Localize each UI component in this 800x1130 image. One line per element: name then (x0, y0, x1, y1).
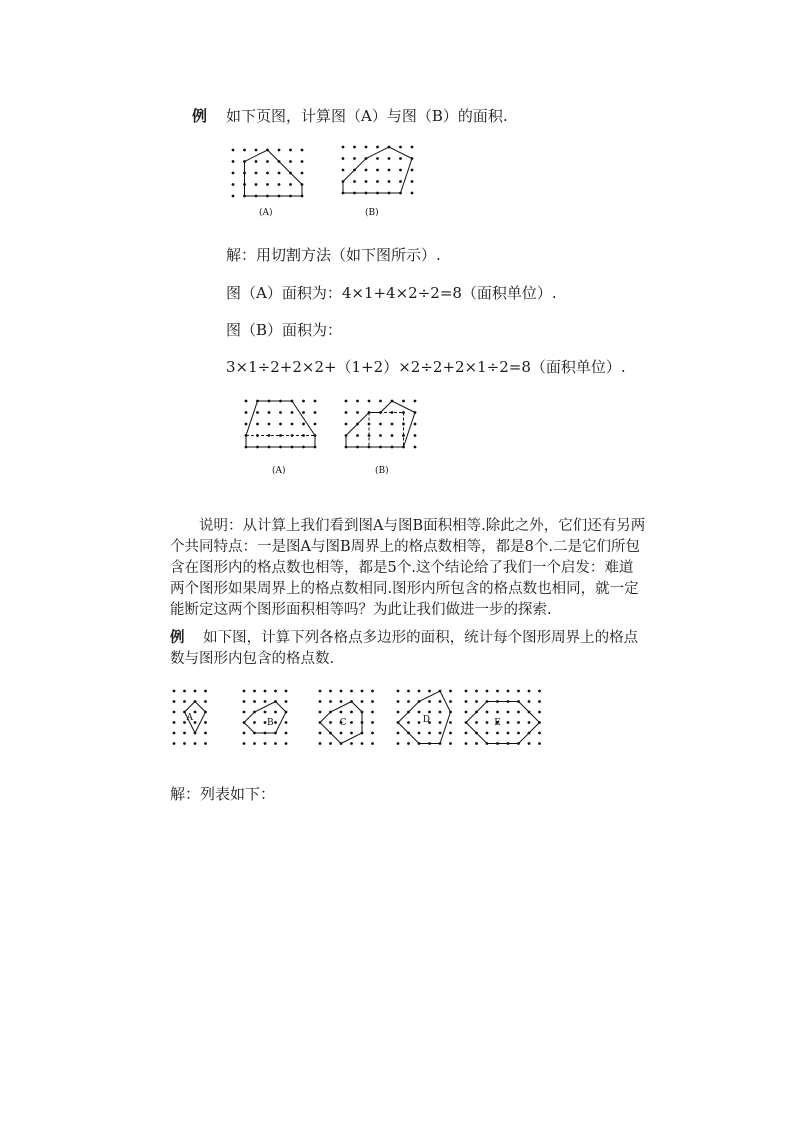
fig3-d-label: D (422, 714, 430, 725)
fig3-e-label: E (494, 718, 501, 728)
fig1a-grid-dot (243, 149, 246, 152)
fig3-b-polygon (244, 702, 286, 734)
fig3-d-grid-dot (418, 721, 421, 724)
fig3-c-grid-dot (350, 732, 353, 735)
fig3-b-label: B (266, 718, 274, 728)
fig2a-grid-dot (314, 423, 317, 426)
fig3-d-grid-dot (439, 732, 442, 735)
fig3-a-grid-dot (173, 700, 176, 703)
fig3-c-grid-dot (371, 742, 374, 745)
fig3-e-grid-dot (528, 721, 531, 724)
fig1a-grid-dot (289, 183, 292, 186)
fig3-b-grid-dot (285, 690, 288, 693)
fig2b-grid-dot (345, 411, 348, 414)
fig3-a-grid-dot (204, 732, 207, 735)
fig2b-grid-dot (356, 434, 359, 437)
fig3-c-grid-dot (329, 742, 332, 745)
fig3-c-grid-dot (319, 711, 322, 714)
fig3-a-grid-dot (173, 721, 176, 724)
fig2a-grid-dot (256, 423, 259, 426)
fig3-e-grid-dot (507, 690, 510, 693)
fig3-d-grid-dot (418, 732, 421, 735)
fig3-b-grid-dot (274, 711, 277, 714)
fig2b-grid-dot (414, 423, 417, 426)
fig3-b-grid-dot (285, 721, 288, 724)
fig3-e-grid-dot (517, 732, 520, 735)
fig2b-grid-dot (414, 446, 417, 449)
fig3-d-grid-dot (449, 700, 452, 703)
fig3-a-grid-dot (204, 690, 207, 693)
fig3-c-grid-dot (329, 721, 332, 724)
fig1b-grid-dot (411, 180, 414, 183)
fig1b-grid-dot (365, 146, 368, 149)
fig2a-grid-dot (279, 411, 282, 414)
example-2-solution: 解：列表如下： (170, 785, 276, 803)
fig3-b-grid-dot (243, 700, 246, 703)
fig2a-grid-dot (314, 411, 317, 414)
fig3-e-grid-dot (538, 700, 541, 703)
fig3-d-grid-dot (428, 700, 431, 703)
fig1a-grid-dot (301, 160, 304, 163)
fig1b-grid-dot (399, 180, 402, 183)
fig3-b-grid-dot (264, 742, 267, 745)
fig3-c-grid-dot (340, 690, 343, 693)
fig1b-grid-dot (376, 180, 379, 183)
fig3-e-grid-dot (496, 711, 499, 714)
fig3-c-grid-dot (371, 721, 374, 724)
fig3-e-grid-dot (517, 721, 520, 724)
fig3-b-grid-dot (274, 721, 277, 724)
fig3-e-grid-dot (475, 700, 478, 703)
fig3-a-grid-dot (183, 690, 186, 693)
fig3-d-grid-dot (449, 690, 452, 693)
example-1-label: 例 (192, 107, 208, 125)
fig3-e-grid-dot (538, 742, 541, 745)
fig3-b-grid-dot (264, 711, 267, 714)
fig3-b-grid-dot (274, 690, 277, 693)
fig3-b-grid-dot (253, 700, 256, 703)
fig1a-grid-dot (232, 172, 235, 175)
fig1a-grid-dot (278, 149, 281, 152)
fig2b-grid-dot (345, 423, 348, 426)
fig3-c-grid-dot (319, 700, 322, 703)
fig1a-grid-dot (266, 183, 269, 186)
fig3-e-grid-dot (486, 721, 489, 724)
fig3-a-grid-dot (183, 742, 186, 745)
fig3-e-grid-dot (465, 732, 468, 735)
example-2-label: 例 (170, 629, 185, 646)
fig3-a-grid-dot (183, 721, 186, 724)
fig3-a-grid-dot (173, 732, 176, 735)
fig3-d-grid-dot (439, 700, 442, 703)
fig2b-grid-dot (379, 423, 382, 426)
fig3-c-grid-dot (329, 700, 332, 703)
fig2a-grid-dot (256, 411, 259, 414)
fig1b-grid-dot (399, 157, 402, 160)
fig3-a-grid-dot (194, 711, 197, 714)
fig2b-grid-dot (356, 400, 359, 403)
fig3-c-grid-dot (371, 690, 374, 693)
fig1a-grid-dot (266, 160, 269, 163)
fig3-e-grid-dot (538, 711, 541, 714)
figure-3-polygons (172, 688, 572, 758)
fig3-e-grid-dot (507, 711, 510, 714)
fig1b-grid-dot (376, 169, 379, 172)
fig2a-grid-dot (279, 423, 282, 426)
fig2b-grid-dot (379, 400, 382, 403)
fig3-d-grid-dot (449, 732, 452, 735)
fig1b-grid-dot (342, 146, 345, 149)
fig3-c-grid-dot (361, 700, 364, 703)
fig3-c-grid-dot (340, 711, 343, 714)
figure-2a-caption: (A) (272, 466, 286, 476)
fig3-e-grid-dot (507, 721, 510, 724)
fig3-c-grid-dot (361, 742, 364, 745)
fig3-c-grid-dot (340, 700, 343, 703)
fig3-c-grid-dot (319, 690, 322, 693)
fig3-e-grid-dot (486, 690, 489, 693)
example-2-block (170, 627, 646, 670)
fig3-b-grid-dot (243, 690, 246, 693)
figure-2b-caption: (B) (375, 466, 389, 476)
fig1a-grid-dot (278, 172, 281, 175)
fig3-c-grid-dot (350, 690, 353, 693)
fig3-e-grid-dot (528, 700, 531, 703)
fig3-e-grid-dot (465, 711, 468, 714)
fig3-d-grid-dot (397, 711, 400, 714)
fig3-e-grid-dot (475, 721, 478, 724)
fig1a-grid-dot (255, 183, 258, 186)
example-2-question: 如下图，计算下列各格点多边形的面积，统计每个图形周界上的格点数与图形内包含的格点数. (170, 630, 639, 667)
figure-2-cut-grids (238, 393, 438, 483)
fig1a-grid-dot (266, 172, 269, 175)
fig3-d-grid-dot (407, 690, 410, 693)
fig3-d-grid-dot (428, 732, 431, 735)
fig1a-grid-dot (232, 149, 235, 152)
fig2a-grid-dot (302, 400, 305, 403)
fig3-a-grid-dot (173, 690, 176, 693)
explanation-paragraph: 说明：从计算上我们看到图A与图B面积相等.除此之外，它们还有另两个共同特点：一是图A与图B周界上的格点数相等，都是8个.二是它们所包含在图形内的格点数也相等，都是5个.这个结论给了我们一个启发：难道两个图形如果周界上的格点数相同.图形内所包含的格点数也相同，就一定能断定这两个图形面积相等吗？为此让我们做进一步的探索. (170, 518, 646, 618)
fig3-c-grid-dot (350, 721, 353, 724)
fig2a-grid-dot (245, 423, 248, 426)
fig1a-grid-dot (255, 160, 258, 163)
fig3-e-grid-dot (486, 711, 489, 714)
fig2b-grid-dot (379, 434, 382, 437)
fig3-c-grid-dot (319, 742, 322, 745)
fig3-c-grid-dot (340, 732, 343, 735)
fig3-b-grid-dot (243, 742, 246, 745)
fig1a-grid-dot (232, 160, 235, 163)
fig1b-grid-dot (365, 180, 368, 183)
fig3-c-grid-dot (371, 700, 374, 703)
fig3-d-grid-dot (428, 711, 431, 714)
example-1-question: 如下页图，计算图（A）与图（B）的面积. (226, 107, 508, 125)
fig3-d-grid-dot (449, 721, 452, 724)
fig3-c-grid-dot (371, 732, 374, 735)
fig3-a-grid-dot (204, 721, 207, 724)
fig3-e-grid-dot (517, 711, 520, 714)
fig3-b-grid-dot (274, 742, 277, 745)
fig1b-grid-dot (388, 180, 391, 183)
fig1b-grid-dot (399, 146, 402, 149)
fig2a-grid-dot (268, 423, 271, 426)
fig1a-grid-dot (232, 183, 235, 186)
fig3-a-grid-dot (194, 690, 197, 693)
fig3-b-grid-dot (264, 700, 267, 703)
fig3-c-grid-dot (350, 742, 353, 745)
fig1b-grid-dot (353, 180, 356, 183)
fig3-e-grid-dot (538, 732, 541, 735)
fig1b-grid-dot (411, 146, 414, 149)
fig1b-grid-dot (365, 169, 368, 172)
fig1b-grid-dot (411, 169, 414, 172)
fig3-d-grid-dot (397, 732, 400, 735)
fig2a-grid-dot (291, 411, 294, 414)
fig3-d-grid-dot (397, 690, 400, 693)
fig3-e-grid-dot (528, 690, 531, 693)
fig3-d-grid-dot (418, 711, 421, 714)
fig2a-grid-dot (314, 400, 317, 403)
fig3-e-grid-dot (517, 690, 520, 693)
fig2a-grid-dot (302, 423, 305, 426)
fig3-d-grid-dot (439, 721, 442, 724)
fig2b-grid-dot (368, 400, 371, 403)
fig3-e-grid-dot (465, 700, 468, 703)
fig3-a-grid-dot (204, 700, 207, 703)
fig2a-grid-dot (245, 411, 248, 414)
fig3-a-grid-dot (183, 700, 186, 703)
fig2b-grid-dot (402, 400, 405, 403)
fig1a-polygon (245, 150, 303, 196)
fig3-c-label: C (339, 718, 347, 728)
fig1a-grid-dot (232, 195, 235, 198)
area-b-title: 图（B）面积为： (226, 321, 343, 339)
fig3-d-grid-dot (449, 742, 452, 745)
fig3-b-grid-dot (243, 711, 246, 714)
fig3-a-grid-dot (183, 732, 186, 735)
fig3-b-grid-dot (253, 690, 256, 693)
fig1a-grid-dot (289, 160, 292, 163)
fig3-e-grid-dot (486, 732, 489, 735)
fig3-b-grid-dot (285, 700, 288, 703)
fig2b-grid-dot (345, 400, 348, 403)
fig3-d-grid-dot (407, 700, 410, 703)
fig1b-grid-dot (388, 157, 391, 160)
fig3-a-grid-dot (173, 711, 176, 714)
fig3-e-grid-dot (475, 690, 478, 693)
fig3-e-grid-dot (528, 742, 531, 745)
fig1b-grid-dot (411, 192, 414, 195)
fig1b-grid-dot (353, 157, 356, 160)
fig3-c-grid-dot (361, 690, 364, 693)
fig3-c-grid-dot (371, 711, 374, 714)
fig3-b-grid-dot (285, 732, 288, 735)
fig1a-grid-dot (301, 172, 304, 175)
fig1a-grid-dot (301, 149, 304, 152)
fig3-b-grid-dot (264, 690, 267, 693)
area-b-calculation: 3×1÷2+2×2+（1+2）×2÷2+2×1÷2=8（面积单位）. (226, 358, 626, 376)
fig2b-grid-dot (391, 434, 394, 437)
fig3-a-grid-dot (204, 742, 207, 745)
fig2a-grid-dot (302, 411, 305, 414)
fig3-e-grid-dot (538, 690, 541, 693)
fig1b-grid-dot (353, 146, 356, 149)
fig3-d-grid-dot (439, 711, 442, 714)
fig3-d-grid-dot (397, 742, 400, 745)
fig3-d-grid-dot (428, 690, 431, 693)
figure-1-grids (225, 140, 425, 230)
fig2a-grid-dot (245, 400, 248, 403)
fig1b-grid-dot (342, 169, 345, 172)
figure-1a-caption: (A) (259, 208, 273, 218)
fig1b-grid-dot (376, 146, 379, 149)
fig3-e-grid-dot (496, 690, 499, 693)
fig2b-grid-dot (414, 434, 417, 437)
fig3-b-grid-dot (243, 732, 246, 735)
fig3-a-grid-dot (194, 721, 197, 724)
fig3-e-grid-dot (496, 732, 499, 735)
figure-1b-caption: (B) (365, 208, 379, 218)
fig3-d-grid-dot (407, 721, 410, 724)
fig3-e-grid-dot (507, 732, 510, 735)
fig3-e-grid-dot (465, 742, 468, 745)
fig3-c-grid-dot (319, 732, 322, 735)
fig3-b-grid-dot (253, 721, 256, 724)
fig3-c-grid-dot (329, 690, 332, 693)
fig1a-grid-dot (255, 172, 258, 175)
fig1b-grid-dot (376, 157, 379, 160)
fig3-d-grid-dot (397, 700, 400, 703)
fig2a-grid-dot (291, 423, 294, 426)
fig2a-grid-dot (268, 411, 271, 414)
fig3-a-label: A (186, 712, 193, 723)
fig3-a-grid-dot (194, 742, 197, 745)
fig2b-grid-dot (391, 423, 394, 426)
fig1b-grid-dot (388, 169, 391, 172)
fig2b-grid-dot (356, 411, 359, 414)
solution-intro: 解：用切割方法（如下图所示）. (226, 246, 441, 264)
fig3-b-grid-dot (253, 742, 256, 745)
fig1a-grid-dot (255, 149, 258, 152)
fig3-c-grid-dot (350, 711, 353, 714)
fig3-b-grid-dot (285, 742, 288, 745)
fig1b-grid-dot (342, 157, 345, 160)
fig3-e-grid-dot (465, 690, 468, 693)
fig3-d-grid-dot (407, 742, 410, 745)
fig2b-grid-dot (414, 400, 417, 403)
area-a-line: 图（A）面积为：4×1+4×2÷2=8（面积单位）. (226, 284, 557, 302)
fig3-a-grid-dot (173, 742, 176, 745)
fig1a-grid-dot (289, 149, 292, 152)
fig1a-grid-dot (278, 183, 281, 186)
fig3-d-grid-dot (418, 690, 421, 693)
fig3-e-grid-dot (475, 742, 478, 745)
fig1b-grid-dot (399, 169, 402, 172)
